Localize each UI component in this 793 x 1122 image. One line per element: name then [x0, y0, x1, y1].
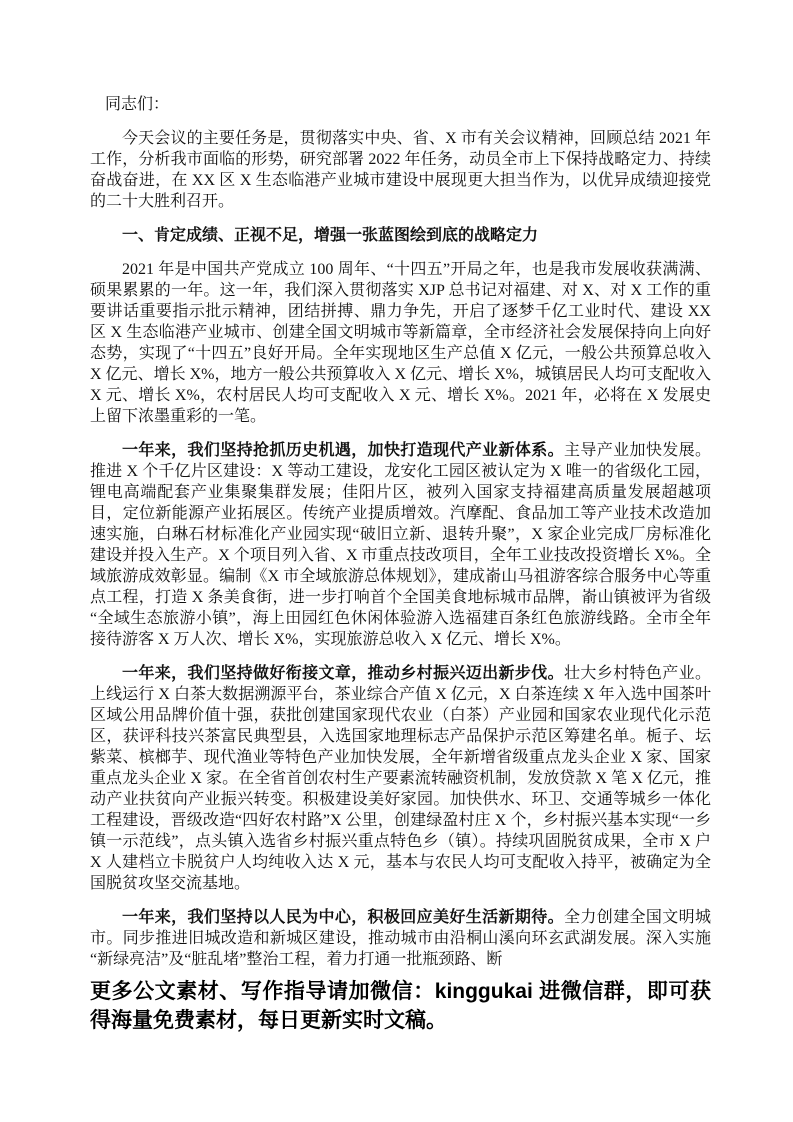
paragraph-people-livelihood-text: 全力创建全国文明城市。同步推进旧城改造和新城区建设，推动城市由沿桐山溪向环玄武湖发展。深入实施“新绿亮洁”及“脏乱堵”整治工程，着力打通一批瓶颈路、断 — [90, 909, 711, 968]
paragraph-overview-2021: 2021 年是中国共产党成立 100 周年、“十四五”开局之年，也是我市发展收获满满、硕果累累的一年。这一年，我们深入贯彻落实 XJP 总书记对福建、对 X、对 X 工作的重要讲话重要指示批示精神，团结拼搏、鼎力争先，开启了逐梦千亿工业时代、建设 XX 区 X 生态临港产业城市、创建全国文明城市等新篇章，全市经济社会发展保持向上向好态势，实现了“十四五”良好开局。全年实现地区生产总值 X 亿元，一般公共预算总收入 X 亿元、增长 X%，地方一般公共预算收入 X 亿元、增长 X%，城镇居民人均可支配收入 X 元、增长 X%，农村居民人均可支配收入 X 元、增长 X%。2021 年，必将在 X 发展史上留下浓墨重彩的一笔。 — [90, 261, 711, 425]
paragraph-rural-revitalization-lead: 一年来，我们坚持做好衔接文章，推动乡村振兴迈出新步伐。 — [122, 665, 565, 682]
section-heading: 一、肯定成绩、正视不足，增强一张蓝图绘到底的战略定力 — [122, 227, 539, 244]
salutation: 同志们： — [105, 96, 170, 113]
paragraph-rural-revitalization — [90, 663, 711, 894]
paragraph-industry — [90, 440, 711, 650]
paragraph-rural-revitalization-text: 壮大乡村特色产业。上线运行 X 白茶大数据溯源平台，茶业综合产值 X 亿元，X 白茶连续 X 年入选中国茶叶区域公用品牌价值十强，获批创建国家现代农业（白茶）产业园和国家农业现代化示范区，获评科技兴茶富民典型县，入选国家地理标志产品保护示范区筹建名单。栀子、坛紫菜、槟榔芋、现代渔业等特色产业加快发展，全年新增省级重点龙头企业 X 家、国家重点龙头企业 X 家。在全省首创农村生产要素流转融资机制，发放贷款 X 笔 X 亿元，推动产业扶贫向产业振兴转变。积极建设美好家园。加快供水、环卫、交通等城乡一体化工程建设，晋级改造“四好农村路”X 公里，创建绿盈村庄 X 个，乡村振兴基本实现“一乡镇一示范线”，点头镇入选省乡村振兴重点特色乡（镇）。持续巩固脱贫成果，全市 X 户 X 人建档立卡脱贫户人均纯收入达 X 元，基本与农民人均可支配收入持平，被确定为全国脱贫攻坚交流基地。 — [90, 665, 711, 892]
paragraph-industry-text: 主导产业加快发展。推进 X 个千亿片区建设：X 等动工建设，龙安化工园区被认定为 X 唯一的省级化工园，锂电高端配套产业集聚集群发展；佳阳片区，被列入国家支持福建高质量发展超越项目，定位新能源产业拓展区。传统产业提质增效。汽摩配、食品加工等产业技术改造加速实施，白琳石材标准化产业园实现“破旧立新、退转升聚”，X 家企业完成厂房标准化建设并投入生产。X 个项目列入省、X 市重点技改项目，全年工业技改投资增长 X%。全域旅游成效彰显。编制《X 市全域旅游总体规划》，建成嵛山马祖游客综合服务中心等重点工程，打造 X 条美食街，进一步打响首个全国美食地标城市品牌，嵛山镇被评为省级“全域生态旅游小镇”，海上田园红色休闲体验游入选福建百条红色旅游线路。全市全年接待游客 X 万人次、增长 X%，实现旅游总收入 X 亿元、增长 X%。 — [90, 442, 711, 648]
paragraph-intro: 今天会议的主要任务是，贯彻落实中央、省、X 市有关会议精神，回顾总结 2021 年工作，分析我市面临的形势，研究部署 2022 年任务，动员全市上下保持战略定力、持续奋战奋进，在 XX 区 X 生态临港产业城市建设中展现更大担当作为，以优异成绩迎接党的二十大胜利召开。 — [90, 130, 711, 210]
paragraph-people-livelihood — [90, 907, 711, 970]
paragraph-people-livelihood-lead: 一年来，我们坚持以人民为中心，积极回应美好生活新期待。 — [122, 909, 565, 926]
document-content — [90, 94, 711, 1035]
paragraph-industry-lead: 一年来，我们坚持抢抓历史机遇，加快打造现代产业新体系。 — [122, 442, 565, 459]
promo-notice: 更多公文素材、写作指导请加微信：kinggukai 进微信群，即可获得海量免费素材，每日更新实时文稿。 — [90, 980, 711, 1032]
